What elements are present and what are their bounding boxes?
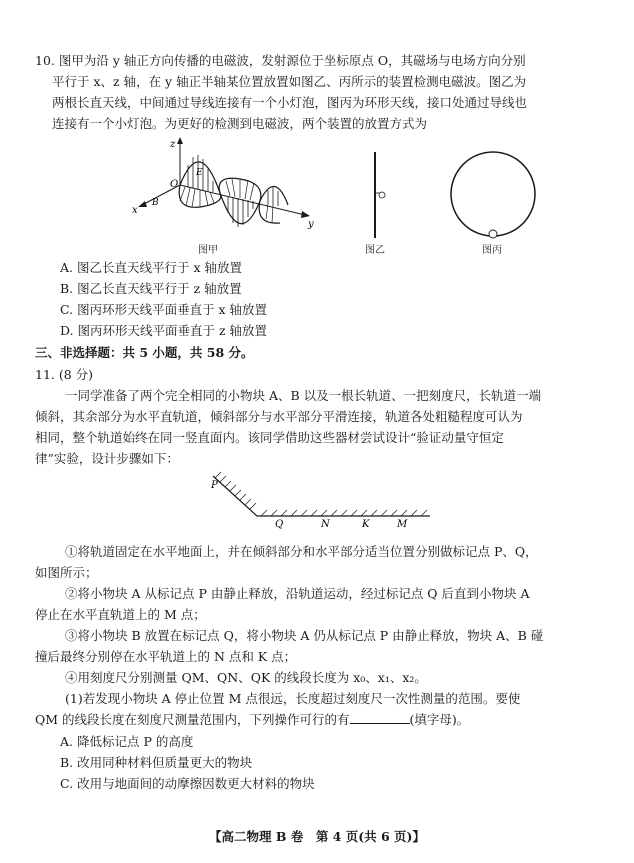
origin-label: O (170, 179, 179, 190)
e-label: E (196, 168, 203, 178)
q10-line-4: 连接有一个小灯泡。为更好的检测到电磁波，两个装置的放置方式为 (52, 116, 428, 131)
track-label-q: Q (275, 519, 284, 530)
q11-step-3: ③将小物块 B 放置在标记点 Q，将小物块 A 仍从标记点 P 由静止释放，物块 A、B 碰 (65, 628, 544, 643)
figure-jia-em-wave (130, 135, 320, 240)
q10-line-3: 两根长直天线，中间通过导线连接有一个小灯泡，图丙为环形天线，接口处通过导线也 (52, 95, 528, 110)
b-field-wave (179, 178, 280, 223)
q10-option-d: D. 图丙环形天线平面垂直于 z 轴放置 (60, 323, 268, 338)
q11-intro-1: 一同学准备了两个完全相同的小物块 A、B 以及一根长轨道、一把刻度尺，长轨道一端 (65, 388, 542, 403)
q11-option-a: A. 降低标记点 P 的高度 (60, 734, 194, 749)
track-label-k: K (362, 519, 370, 530)
q11-step-4: ④用刻度尺分别测量 QM、QN、QK 的线段长度为 x₀、x₁、x₂。 (65, 670, 427, 685)
q11-step-3-cont: 撞后最终分别停在水平轨道上的 N 点和 K 点； (35, 649, 297, 664)
axis-x-label: x (132, 205, 138, 216)
section-3-heading: 三、非选择题：共 5 小题，共 58 分。 (35, 345, 254, 360)
q11-intro-3: 相同，整个轨道始终在同一竖直面内。该同学借助这些器材尝试设计“验证动量守恒定 (35, 430, 504, 445)
track-label-p: P (211, 480, 218, 491)
axis-z-label: z (170, 139, 176, 150)
answer-blank[interactable] (350, 711, 410, 724)
figure-bing-loop-antenna (445, 150, 545, 242)
figure-bing-caption: 图丙 (482, 245, 502, 256)
q11-option-c: C. 改用与地面间的动摩擦因数更大材料的物块 (60, 776, 315, 791)
q11-step-2-cont: 停止在水平直轨道上的 M 点； (35, 607, 206, 622)
q10-line-1: 10. 图甲为沿 y 轴正方向传播的电磁波，发射源位于坐标原点 O，其磁场与电场方向分别 (35, 53, 526, 68)
axis-y-label: y (308, 219, 314, 230)
q11-heading: 11. (8 分) (35, 367, 94, 382)
q10-option-a: A. 图乙长直天线平行于 x 轴放置 (60, 260, 242, 275)
q11-option-b: B. 改用同种材料但质量更大的物块 (60, 755, 253, 770)
figure-yi-straight-antenna (360, 150, 400, 240)
q11-intro-4: 律”实验，设计步骤如下： (35, 451, 179, 466)
figure-jia-caption: 图甲 (198, 245, 218, 256)
figure-track (205, 470, 435, 532)
q11-step-2: ②将小物块 A 从标记点 P 由静止释放，沿轨道运动，经过标记点 Q 后直到小物块 A (65, 586, 530, 601)
bulb-icon (489, 230, 497, 238)
track-label-m: M (397, 519, 408, 530)
q10-line-2: 平行于 x、z 轴，在 y 轴正半轴某位置放置如图乙、丙所示的装置检测电磁波。图乙为 (52, 74, 527, 89)
q11-intro-2: 倾斜，其余部分为水平直轨道，倾斜部分与水平部分平滑连接，轨道各处粗糙程度可认为 (35, 409, 523, 424)
figure-yi-caption: 图乙 (365, 245, 385, 256)
q11-sub1-suffix: (填字母)。 (409, 712, 470, 727)
track-label-n: N (321, 519, 330, 530)
q10-option-b: B. 图乙长直天线平行于 z 轴放置 (60, 281, 242, 296)
bulb-icon (379, 192, 385, 198)
q11-sub1-line-2 (35, 711, 469, 729)
q11-sub1-line-1: (1)若发现小物块 A 停止位置 M 点很远，长度超过刻度尺一次性测量的范围。要使 (65, 691, 521, 706)
b-label: B (152, 198, 159, 208)
q11-sub1-text: QM 的线段长度在刻度尺测量范围内，下列操作可行的有 (35, 712, 350, 727)
q11-step-1: ①将轨道固定在水平地面上，并在倾斜部分和水平部分适当位置分别做标记点 P、Q， (65, 544, 538, 559)
q11-step-1-cont: 如图所示； (35, 565, 98, 580)
page-footer: 【高二物理 B 卷 第 4 页(共 6 页)】 (209, 829, 425, 844)
q10-option-c: C. 图丙环形天线平面垂直于 x 轴放置 (60, 302, 268, 317)
